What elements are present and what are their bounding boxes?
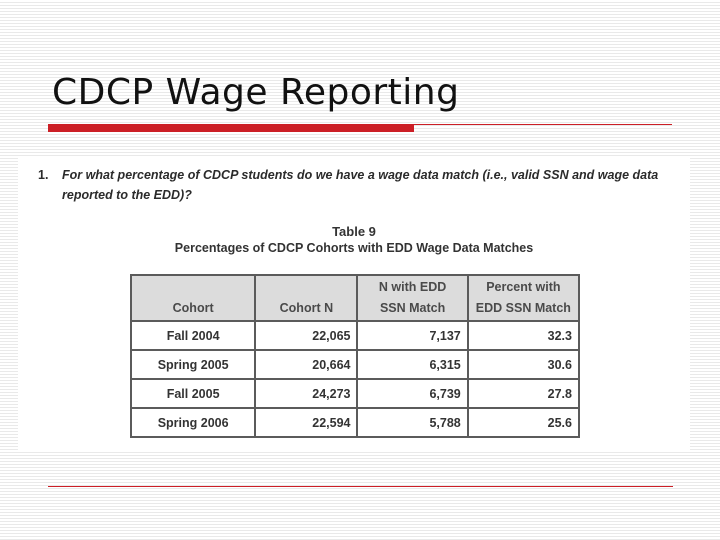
question <box>38 165 678 205</box>
cell-cohort-n: 24,273 <box>255 379 357 408</box>
column-header-cohort: Cohort <box>131 275 255 321</box>
cell-percent: 25.6 <box>468 408 579 437</box>
slide-title: CDCP Wage Reporting <box>52 72 460 113</box>
cell-edd-n: 7,137 <box>357 321 467 350</box>
table-row <box>131 379 579 408</box>
title-underline-thick <box>48 124 414 132</box>
cell-cohort: Fall 2005 <box>131 379 255 408</box>
cohort-match-table <box>130 274 580 438</box>
question-number: 1. <box>38 168 49 182</box>
cell-edd-n: 5,788 <box>357 408 467 437</box>
column-header-n-edd-match: N with EDD SSN Match <box>357 275 467 321</box>
cell-cohort-n: 22,594 <box>255 408 357 437</box>
cell-cohort: Spring 2006 <box>131 408 255 437</box>
footer-rule <box>48 486 673 487</box>
cell-cohort: Spring 2005 <box>131 350 255 379</box>
title-underline-thin <box>414 124 672 125</box>
table-row <box>131 321 579 350</box>
table-row <box>131 350 579 379</box>
table-caption <box>128 223 580 257</box>
cell-edd-n: 6,315 <box>357 350 467 379</box>
document-excerpt <box>18 157 690 450</box>
column-header-cohort-n: Cohort N <box>255 275 357 321</box>
table-title: Percentages of CDCP Cohorts with EDD Wage Data Matches <box>174 241 534 255</box>
cell-percent: 32.3 <box>468 321 579 350</box>
question-text: For what percentage of CDCP students do we have a wage data match (i.e., valid SSN and wage data reported to the EDD)? <box>62 168 659 202</box>
cell-percent: 27.8 <box>468 379 579 408</box>
column-header-percent-edd-match: Percent with EDD SSN Match <box>468 275 579 321</box>
cell-cohort-n: 22,065 <box>255 321 357 350</box>
table-row <box>131 408 579 437</box>
cell-cohort-n: 20,664 <box>255 350 357 379</box>
cell-cohort: Fall 2004 <box>131 321 255 350</box>
table-header-row <box>131 275 579 321</box>
cell-edd-n: 6,739 <box>357 379 467 408</box>
cell-percent: 30.6 <box>468 350 579 379</box>
table-number: Table 9 <box>332 224 376 239</box>
